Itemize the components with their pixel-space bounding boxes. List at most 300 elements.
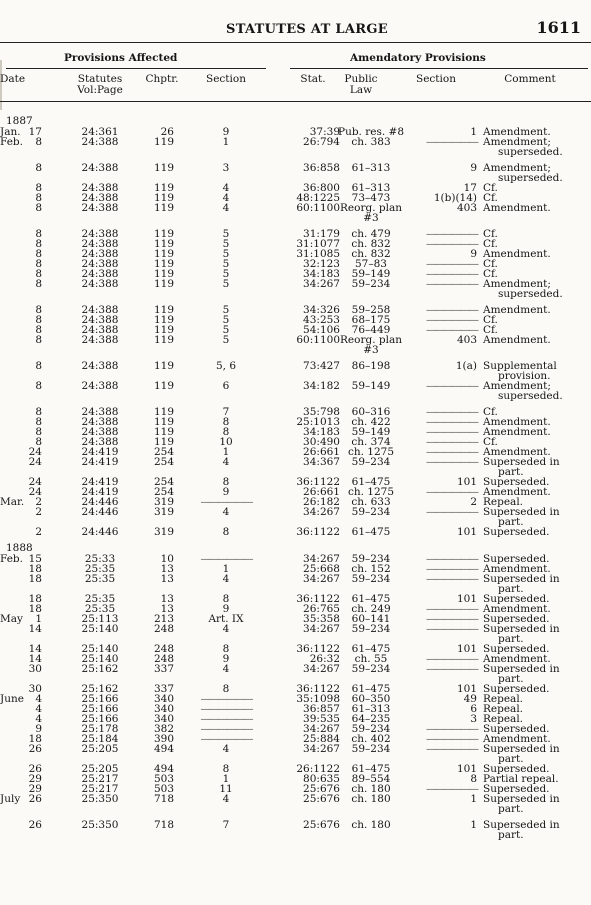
cell-section: 9 <box>222 486 230 498</box>
cell-comment-cont: superseded. <box>498 390 563 402</box>
cell-amend-section: —————— <box>426 733 477 745</box>
cell-section: 4 <box>222 456 230 468</box>
cell-statutes: 25:217 <box>81 783 119 795</box>
cell-comment: Repeal. <box>483 703 524 715</box>
cell-day: 17 <box>28 126 42 138</box>
cell-section: 4 <box>222 573 230 585</box>
cell-public-law: 59–234 <box>351 553 391 565</box>
cell-statutes: 25:140 <box>81 643 119 655</box>
cell-day: 8 <box>35 162 42 174</box>
table-row <box>0 624 591 644</box>
cell-section: 8 <box>222 763 230 775</box>
cell-public-law: ch. 249 <box>351 603 391 615</box>
cell-statutes: 25:140 <box>81 653 119 665</box>
table-row <box>0 664 591 684</box>
cell-amend-section: —————— <box>426 613 477 625</box>
cell-chapter: 503 <box>153 783 174 795</box>
cell-day: 2 <box>35 526 42 538</box>
cell-amend-section: —————— <box>426 783 477 795</box>
cell-stat: 34:182 <box>303 380 340 392</box>
cell-chapter: 119 <box>153 436 174 448</box>
cell-statutes: 25:33 <box>84 553 116 565</box>
table-row <box>0 137 591 157</box>
cell-public-law: ch. 402 <box>351 733 391 745</box>
cell-month: May <box>0 613 23 625</box>
cell-chapter: 340 <box>153 703 174 715</box>
header-bottom-rule <box>0 101 591 102</box>
cell-section: 9 <box>222 603 230 615</box>
statutes-table <box>0 116 591 840</box>
cell-statutes: 25:35 <box>84 603 116 615</box>
cell-amend-section: —————— <box>426 416 477 428</box>
cell-day: 29 <box>28 773 42 785</box>
cell-amend-section: 9 <box>470 162 477 174</box>
cell-statutes: 24:388 <box>81 278 119 290</box>
cell-amend-section: —————— <box>426 456 477 468</box>
cell-chapter: 119 <box>153 324 174 336</box>
cell-chapter: 119 <box>153 416 174 428</box>
cell-amend-section: —————— <box>426 380 477 392</box>
cell-day: 9 <box>35 723 42 735</box>
cell-chapter: 119 <box>153 334 174 346</box>
cell-amend-section: —————— <box>426 238 477 250</box>
cell-day: 14 <box>28 653 42 665</box>
cell-chapter: 382 <box>153 723 174 735</box>
cell-section: 4 <box>222 743 230 755</box>
cell-chapter: 337 <box>153 663 174 675</box>
cell-comment: Repeal. <box>483 693 524 705</box>
cell-public-law: 73–473 <box>351 192 391 204</box>
cell-stat: 36:1122 <box>296 476 340 488</box>
cell-comment: Cf. <box>483 324 498 336</box>
cell-comment-cont: superseded. <box>498 288 563 300</box>
cell-chapter: 119 <box>153 380 174 392</box>
cell-section: —————— <box>200 713 252 725</box>
cell-chapter: 213 <box>153 613 174 625</box>
cell-chapter: 10 <box>160 553 174 565</box>
cell-statutes: 24:388 <box>81 360 119 372</box>
cell-section: 8 <box>222 643 230 655</box>
col-statutes: Statutes Vol:Page <box>77 73 123 96</box>
cell-comment: Superseded. <box>483 593 550 605</box>
cell-day: 14 <box>28 623 42 635</box>
cell-comment: Partial repeal. <box>483 773 559 785</box>
cell-stat: 25:668 <box>303 563 340 575</box>
cell-chapter: 119 <box>153 202 174 214</box>
cell-comment: Superseded. <box>483 553 550 565</box>
cell-comment: Cf. <box>483 436 498 448</box>
cell-public-law: ch. 180 <box>351 793 391 805</box>
cell-stat: 60:1100 <box>296 334 340 346</box>
cell-amend-section: 101 <box>456 476 477 488</box>
cell-statutes: 24:388 <box>81 314 119 326</box>
cell-chapter: 254 <box>153 456 174 468</box>
cell-statutes: 24:388 <box>81 182 119 194</box>
cell-day: 8 <box>35 360 42 372</box>
cell-day: 8 <box>35 278 42 290</box>
cell-section: 4 <box>222 202 230 214</box>
cell-amend-section: 3 <box>470 713 477 725</box>
cell-statutes: 24:388 <box>81 248 119 260</box>
cell-stat: 35:1098 <box>296 693 340 705</box>
cell-statutes: 24:446 <box>81 506 119 518</box>
cell-section: 1 <box>222 563 230 575</box>
cell-stat: 37:39 <box>309 126 340 138</box>
cell-section: —————— <box>200 693 252 705</box>
table-row <box>0 361 591 381</box>
cell-day: 26 <box>28 763 42 775</box>
cell-statutes: 25:350 <box>81 793 119 805</box>
cell-chapter: 248 <box>153 653 174 665</box>
cell-comment: Repeal. <box>483 713 524 725</box>
cell-comment: Cf. <box>483 238 498 250</box>
cell-section: 5 <box>222 324 230 336</box>
cell-day: 8 <box>35 426 42 438</box>
cell-statutes: 24:388 <box>81 192 119 204</box>
cell-stat: 26:32 <box>309 653 340 665</box>
cell-statutes: 25:205 <box>81 743 119 755</box>
cell-day: 14 <box>28 643 42 655</box>
cell-public-law: ch. 832 <box>351 248 391 260</box>
cell-chapter: 26 <box>160 126 174 138</box>
cell-day: 30 <box>28 683 42 695</box>
cell-day: 8 <box>35 136 42 148</box>
cell-comment: Amendment. <box>483 603 551 615</box>
cell-comment: Amendment. <box>483 426 551 438</box>
cell-day: 26 <box>28 793 42 805</box>
cell-amend-section: —————— <box>426 304 477 316</box>
group-underline-amendatory <box>290 68 588 69</box>
cell-public-law: 61–475 <box>351 683 391 695</box>
cell-public-law: 86–198 <box>351 360 391 372</box>
cell-comment-cont: part. <box>498 829 524 841</box>
cell-stat: 26:794 <box>303 136 340 148</box>
cell-statutes: 25:35 <box>84 573 116 585</box>
cell-statutes: 24:388 <box>81 136 119 148</box>
cell-public-law: 59–234 <box>351 723 391 735</box>
cell-comment-cont: part. <box>498 753 524 765</box>
cell-section: 5 <box>222 334 230 346</box>
cell-statutes: 25:113 <box>81 613 119 625</box>
cell-public-law: 68–175 <box>351 314 391 326</box>
cell-section: 9 <box>222 653 230 665</box>
cell-comment: Amendment; <box>483 278 551 290</box>
cell-public-law: ch. 55 <box>354 653 388 665</box>
cell-amend-section: 101 <box>456 593 477 605</box>
cell-day: 2 <box>35 506 42 518</box>
cell-amend-section: 2 <box>470 496 477 508</box>
cell-stat: 34:367 <box>303 456 340 468</box>
cell-comment: Superseded in <box>483 663 560 675</box>
cell-section: 5 <box>222 314 230 326</box>
cell-statutes: 25:35 <box>84 593 116 605</box>
cell-statutes: 24:446 <box>81 496 119 508</box>
cell-section: —————— <box>200 733 252 745</box>
cell-comment-cont: superseded. <box>498 172 563 184</box>
cell-stat: 34:267 <box>303 743 340 755</box>
cell-statutes: 24:388 <box>81 162 119 174</box>
cell-public-law: 61–475 <box>351 643 391 655</box>
cell-public-law: 64–235 <box>351 713 391 725</box>
cell-comment: Superseded. <box>483 683 550 695</box>
cell-statutes: 24:419 <box>81 486 119 498</box>
cell-section: Art. IX <box>208 613 244 625</box>
col-chapter: Chptr. <box>145 73 179 85</box>
cell-section: 8 <box>222 426 230 438</box>
cell-day: 8 <box>35 380 42 392</box>
cell-chapter: 119 <box>153 360 174 372</box>
cell-day: 8 <box>35 192 42 204</box>
running-head: STATUTES AT LARGE <box>226 22 388 37</box>
cell-day: 8 <box>35 228 42 240</box>
cell-amend-section: —————— <box>426 563 477 575</box>
cell-chapter: 119 <box>153 136 174 148</box>
cell-public-law: ch. 383 <box>351 136 391 148</box>
cell-amend-section: —————— <box>426 723 477 735</box>
cell-public-law: 60–316 <box>351 406 391 418</box>
cell-statutes: 24:388 <box>81 406 119 418</box>
cell-public-law: ch. 180 <box>351 783 391 795</box>
cell-public-law: 59–234 <box>351 663 391 675</box>
cell-amend-section: —————— <box>426 436 477 448</box>
cell-amend-section: 403 <box>456 202 477 214</box>
cell-day: 2 <box>35 496 42 508</box>
cell-public-law: ch. 832 <box>351 238 391 250</box>
cell-statutes: 24:388 <box>81 228 119 240</box>
cell-amend-section: —————— <box>426 324 477 336</box>
cell-statutes: 24:419 <box>81 446 119 458</box>
cell-comment: Superseded. <box>483 526 550 538</box>
cell-chapter: 119 <box>153 182 174 194</box>
cell-comment: Superseded. <box>483 763 550 775</box>
cell-comment: Superseded in <box>483 743 560 755</box>
cell-section: 5 <box>222 238 230 250</box>
cell-day: 24 <box>28 476 42 488</box>
cell-comment: Amendment; <box>483 380 551 392</box>
cell-amend-section: 17 <box>463 182 477 194</box>
cell-chapter: 119 <box>153 278 174 290</box>
table-row <box>0 527 591 537</box>
cell-chapter: 119 <box>153 426 174 438</box>
cell-public-law-cont: #3 <box>363 344 379 356</box>
cell-amend-section: —————— <box>426 506 477 518</box>
cell-public-law: 59–234 <box>351 623 391 635</box>
cell-comment: Superseded. <box>483 643 550 655</box>
cell-amend-section: —————— <box>426 743 477 755</box>
cell-amend-section: 1 <box>470 126 477 138</box>
cell-public-law: 59–149 <box>351 380 391 392</box>
cell-section: 7 <box>222 819 230 831</box>
cell-stat: 34:267 <box>303 278 340 290</box>
cell-stat: 32:123 <box>303 258 340 270</box>
cell-day: 18 <box>28 733 42 745</box>
cell-chapter: 119 <box>153 304 174 316</box>
cell-public-law: 59–234 <box>351 743 391 755</box>
cell-comment-cont: part. <box>498 516 524 528</box>
cell-chapter: 119 <box>153 314 174 326</box>
cell-chapter: 119 <box>153 248 174 260</box>
cell-statutes: 24:388 <box>81 416 119 428</box>
cell-chapter: 718 <box>153 793 174 805</box>
cell-stat: 31:179 <box>303 228 340 240</box>
cell-amend-section: —————— <box>426 406 477 418</box>
cell-statutes: 24:388 <box>81 426 119 438</box>
cell-month: July <box>0 793 21 805</box>
cell-section: 10 <box>219 436 233 448</box>
cell-stat: 80:635 <box>303 773 340 785</box>
cell-comment: Amendment. <box>483 416 551 428</box>
cell-comment: Amendment. <box>483 563 551 575</box>
cell-public-law-cont: #3 <box>363 212 379 224</box>
cell-day: 8 <box>35 334 42 346</box>
cell-statutes: 25:35 <box>84 563 116 575</box>
cell-public-law: 59–149 <box>351 268 391 280</box>
cell-comment: Supplemental <box>483 360 557 372</box>
cell-section: 4 <box>222 182 230 194</box>
top-rule <box>0 42 591 43</box>
year-heading: 1887 <box>6 115 33 127</box>
cell-stat: 26:182 <box>303 496 340 508</box>
cell-comment: Amendment; <box>483 162 551 174</box>
cell-comment-cont: part. <box>498 583 524 595</box>
cell-chapter: 254 <box>153 486 174 498</box>
cell-statutes: 24:388 <box>81 268 119 280</box>
cell-public-law: 59–234 <box>351 573 391 585</box>
cell-amend-section: 49 <box>463 693 477 705</box>
cell-day: 29 <box>28 783 42 795</box>
cell-comment: Cf. <box>483 406 498 418</box>
cell-section: 5 <box>222 258 230 270</box>
table-row <box>0 574 591 594</box>
cell-comment: Superseded. <box>483 783 550 795</box>
cell-statutes: 24:388 <box>81 238 119 250</box>
table-row <box>0 163 591 183</box>
cell-chapter: 13 <box>160 563 174 575</box>
cell-public-law: 59–258 <box>351 304 391 316</box>
cell-amend-section: —————— <box>426 268 477 280</box>
cell-comment: Superseded in <box>483 506 560 518</box>
cell-statutes: 24:388 <box>81 304 119 316</box>
cell-stat: 26:1122 <box>296 763 340 775</box>
cell-chapter: 494 <box>153 743 174 755</box>
cell-chapter: 119 <box>153 406 174 418</box>
cell-day: 8 <box>35 238 42 250</box>
cell-stat: 30:490 <box>303 436 340 448</box>
cell-amend-section: 101 <box>456 643 477 655</box>
cell-section: 5 <box>222 268 230 280</box>
cell-chapter: 718 <box>153 819 174 831</box>
cell-public-law: Reorg. plan <box>340 202 402 214</box>
cell-comment-cont: part. <box>498 466 524 478</box>
cell-statutes: 25:184 <box>81 733 119 745</box>
cell-section: 7 <box>222 406 230 418</box>
cell-chapter: 319 <box>153 526 174 538</box>
cell-amend-section: —————— <box>426 623 477 635</box>
cell-comment: Superseded in <box>483 819 560 831</box>
cell-statutes: 24:419 <box>81 476 119 488</box>
cell-stat: 31:1077 <box>296 238 340 250</box>
cell-statutes: 25:140 <box>81 623 119 635</box>
cell-comment: Amendment. <box>483 126 551 138</box>
cell-stat: 25:676 <box>303 819 340 831</box>
cell-section: 1 <box>222 773 230 785</box>
cell-statutes: 24:446 <box>81 526 119 538</box>
cell-chapter: 248 <box>153 623 174 635</box>
cell-stat: 34:267 <box>303 506 340 518</box>
cell-section: 4 <box>222 623 230 635</box>
cell-section: 6 <box>222 380 230 392</box>
col-section: Section <box>206 73 246 85</box>
cell-day: 4 <box>35 713 42 725</box>
cell-section: 4 <box>222 663 230 675</box>
cell-amend-section: —————— <box>426 278 477 290</box>
cell-statutes: 25:350 <box>81 819 119 831</box>
binding-edge <box>0 60 2 110</box>
cell-amend-section: 1 <box>470 793 477 805</box>
cell-statutes: 25:178 <box>81 723 119 735</box>
cell-day: 8 <box>35 304 42 316</box>
cell-statutes: 24:419 <box>81 456 119 468</box>
cell-stat: 48:1225 <box>296 192 340 204</box>
cell-statutes: 25:166 <box>81 713 119 725</box>
cell-chapter: 119 <box>153 258 174 270</box>
cell-comment-cont: part. <box>498 803 524 815</box>
cell-public-law: 61–475 <box>351 763 391 775</box>
cell-day: 1 <box>35 613 42 625</box>
cell-chapter: 390 <box>153 733 174 745</box>
cell-chapter: 337 <box>153 683 174 695</box>
cell-stat: 34:267 <box>303 723 340 735</box>
cell-comment: Superseded in <box>483 456 560 468</box>
cell-comment: Amendment. <box>483 334 551 346</box>
cell-comment: Cf. <box>483 258 498 270</box>
cell-stat: 25:676 <box>303 783 340 795</box>
cell-amend-section: 6 <box>470 703 477 715</box>
group-provisions-affected: Provisions Affected <box>64 52 178 64</box>
cell-section: 5 <box>222 304 230 316</box>
cell-statutes: 25:162 <box>81 663 119 675</box>
cell-section: 5 <box>222 248 230 260</box>
cell-day: 8 <box>35 314 42 326</box>
cell-section: 8 <box>222 476 230 488</box>
group-amendatory-provisions: Amendatory Provisions <box>350 52 486 64</box>
cell-comment: Amendment. <box>483 304 551 316</box>
cell-stat: 34:267 <box>303 553 340 565</box>
cell-comment: Amendment. <box>483 653 551 665</box>
cell-comment: Amendment; <box>483 136 551 148</box>
cell-stat: 43:253 <box>303 314 340 326</box>
cell-month: Feb. <box>0 136 23 148</box>
cell-section: —————— <box>200 703 252 715</box>
cell-section: 4 <box>222 793 230 805</box>
table-row <box>0 381 591 401</box>
cell-amend-section: 1 <box>470 819 477 831</box>
cell-public-law: 61–313 <box>351 162 391 174</box>
cell-stat: 34:183 <box>303 268 340 280</box>
cell-stat: 26:661 <box>303 446 340 458</box>
cell-public-law: 57–83 <box>355 258 387 270</box>
cell-chapter: 494 <box>153 763 174 775</box>
cell-chapter: 319 <box>153 506 174 518</box>
cell-public-law: 59–234 <box>351 456 391 468</box>
cell-comment: Amendment. <box>483 248 551 260</box>
cell-public-law: 59–149 <box>351 426 391 438</box>
cell-statutes: 25:166 <box>81 693 119 705</box>
cell-day: 24 <box>28 446 42 458</box>
cell-stat: 31:1085 <box>296 248 340 260</box>
cell-section: 8 <box>222 683 230 695</box>
cell-amend-section: 101 <box>456 763 477 775</box>
